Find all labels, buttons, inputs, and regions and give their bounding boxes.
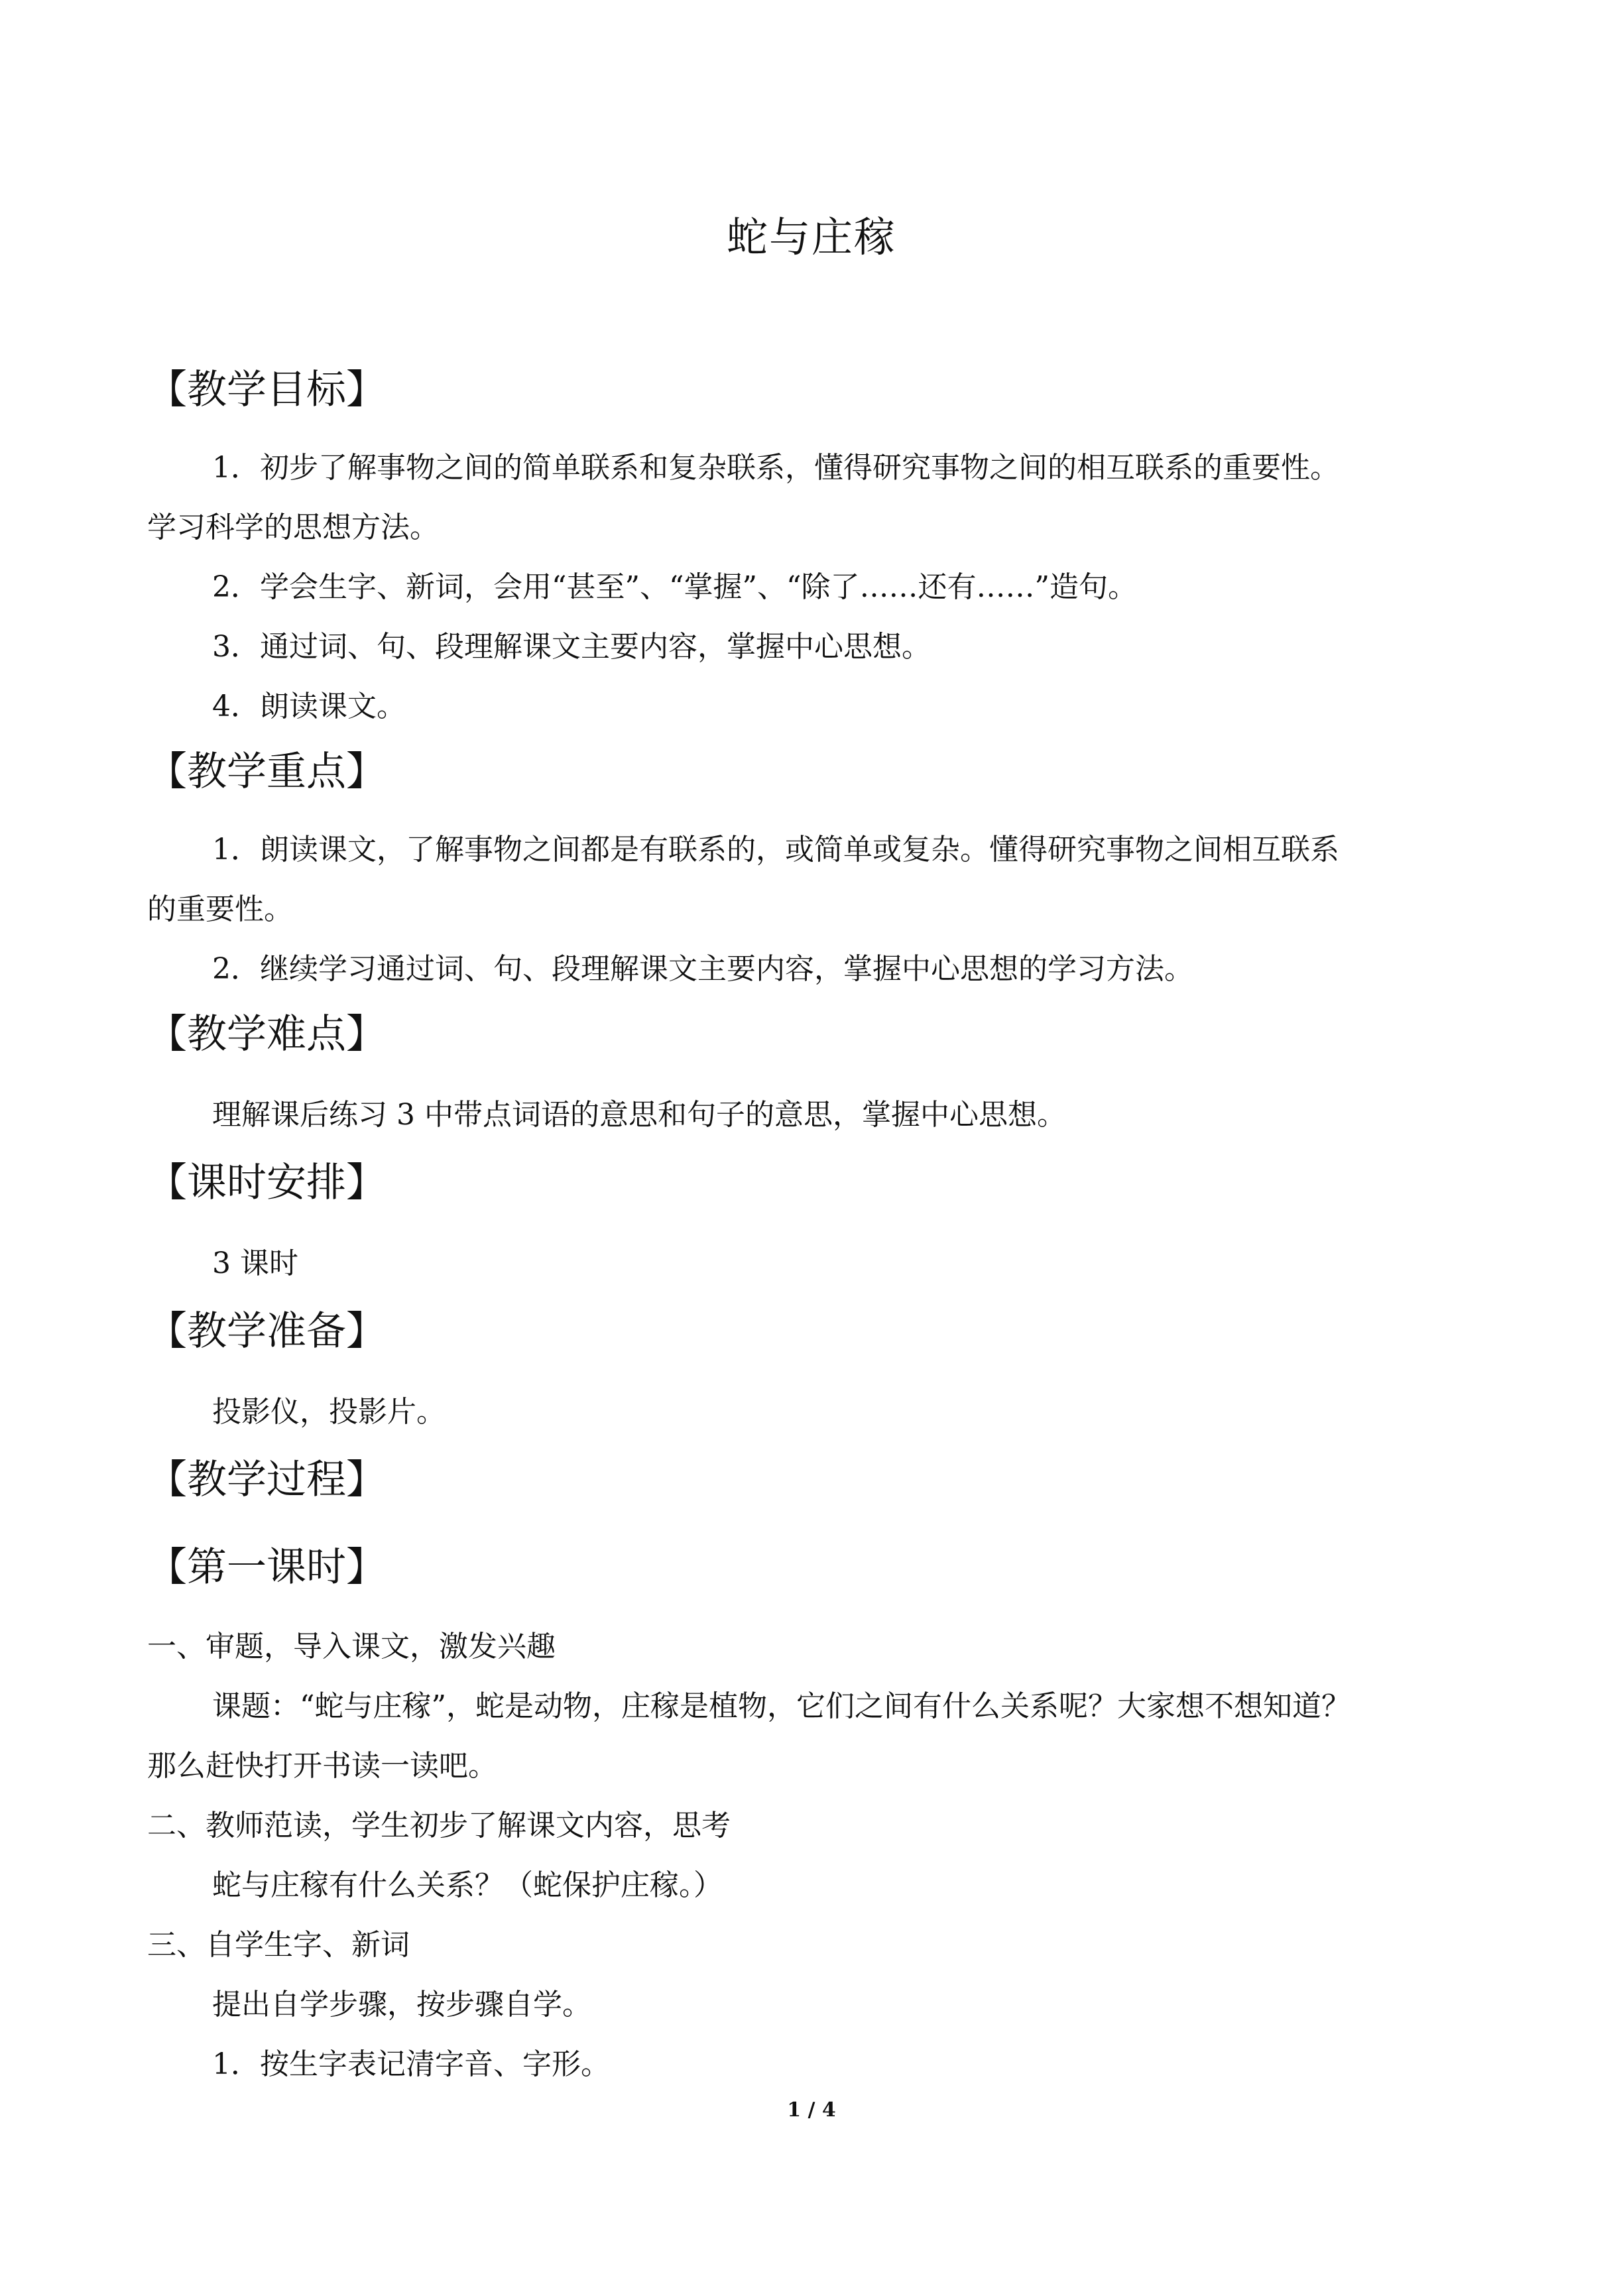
step-2-title: 二、教师范读，学生初步了解课文内容，思考 [147,1809,731,1843]
page-number: 1 / 4 [787,2098,836,2122]
objective-4: 4．朗读课文。 [212,690,406,723]
step-1-title: 一、审题，导入课文，激发兴趣 [147,1630,556,1663]
heading-objectives: 【教学目标】 [147,367,386,413]
heading-difficulties: 【教学难点】 [147,1011,386,1057]
step-2-line-1: 蛇与庄稼有什么关系？（蛇保护庄稼。） [212,1868,723,1902]
schedule-text: 3 课时 [212,1246,298,1280]
heading-preparation: 【教学准备】 [147,1308,386,1355]
objective-1-line-1: 1．初步了解事物之间的简单联系和复杂联系，懂得研究事物之间的相互联系的重要性。 [212,451,1339,485]
objective-2: 2．学会生字、新词，会用“甚至”、“掌握”、“除了……还有……”造句。 [212,570,1137,604]
key-point-2: 2．继续学习通过词、句、段理解课文主要内容，掌握中心思想的学习方法。 [212,952,1193,986]
key-point-1-line-2: 的重要性。 [147,892,293,926]
heading-process: 【教学过程】 [147,1457,386,1503]
step-3-line-2: 1．按生字表记清字音、字形。 [212,2047,610,2081]
preparation-text: 投影仪，投影片。 [212,1395,446,1429]
step-3-line-1: 提出自学步骤，按步骤自学。 [212,1988,591,2022]
heading-key-points: 【教学重点】 [147,749,386,795]
step-3-title: 三、自学生字、新词 [147,1928,410,1962]
document-title: 蛇与庄稼 [726,213,896,261]
heading-schedule: 【课时安排】 [147,1160,386,1206]
key-point-1-line-1: 1．朗读课文，了解事物之间都是有联系的，或简单或复杂。懂得研究事物之间相互联系 [212,833,1339,867]
objective-1-line-2: 学习科学的思想方法。 [147,511,439,544]
heading-lesson-1: 【第一课时】 [147,1544,386,1591]
step-1-line-2: 那么赶快打开书读一读吧。 [147,1749,497,1783]
step-1-line-1: 课题：“蛇与庄稼”，蛇是动物，庄稼是植物，它们之间有什么关系呢？大家想不想知道？ [212,1689,1351,1723]
difficulties-text: 理解课后练习 3 中带点词语的意思和句子的意思，掌握中心思想。 [212,1098,1066,1132]
objective-3: 3．通过词、句、段理解课文主要内容，掌握中心思想。 [212,630,931,664]
